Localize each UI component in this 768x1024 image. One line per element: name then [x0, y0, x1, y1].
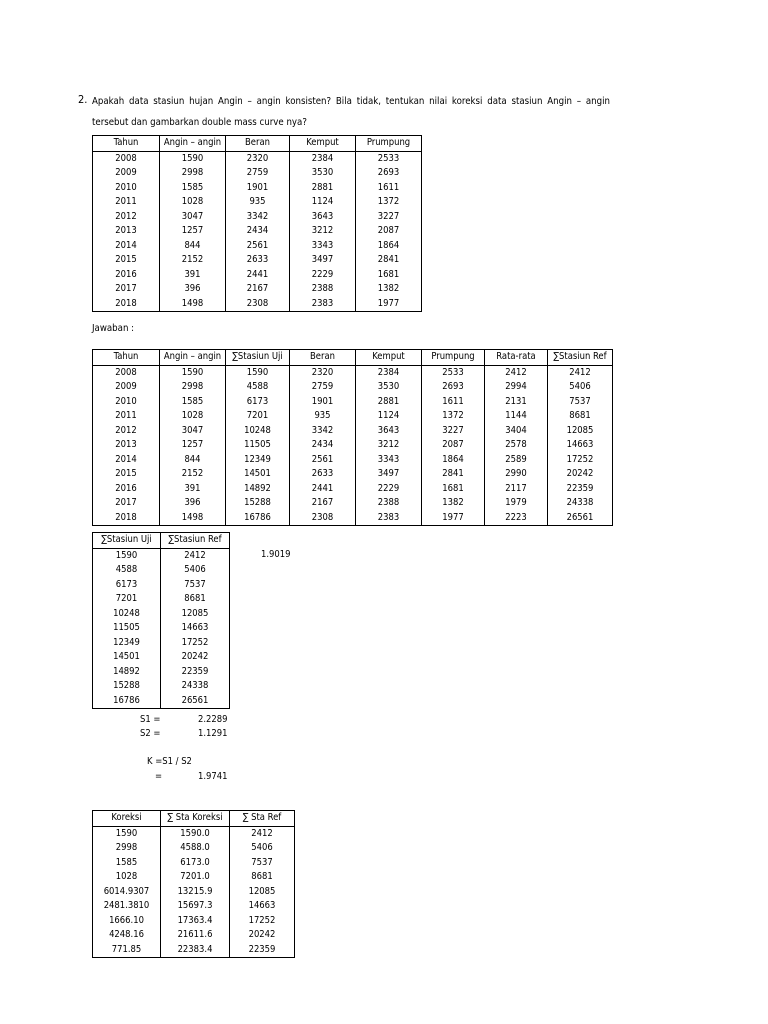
table-cell: 20242 [161, 650, 230, 665]
table-row [93, 885, 295, 900]
table-cell: 1124 [290, 195, 356, 210]
table-cell: 1590 [93, 548, 161, 563]
table-cell: 17252 [230, 914, 295, 929]
table-cell: 2759 [290, 380, 356, 395]
table-rainfall-data [92, 135, 422, 312]
table-correction [92, 810, 295, 958]
table-row [93, 467, 613, 482]
table-cell: 844 [160, 453, 226, 468]
table-cell: 3530 [290, 166, 356, 181]
table-cell: 2998 [160, 380, 226, 395]
table-row [93, 195, 422, 210]
table-cell: 2383 [356, 511, 422, 526]
table-cell: 4588.0 [161, 841, 230, 856]
slope-ratio-value: 1.9019 [261, 549, 291, 560]
table-cell: 935 [226, 195, 290, 210]
table-cell: 2011 [93, 409, 160, 424]
table-cell: 1590 [160, 365, 226, 380]
table-row [93, 297, 422, 312]
table-cell: 22359 [548, 482, 613, 497]
table-cell: 1681 [422, 482, 485, 497]
table-cell: 2015 [93, 253, 160, 268]
table-cell: 2881 [356, 395, 422, 410]
table-row [93, 151, 422, 166]
table-cell: 16786 [93, 694, 161, 709]
table-cell: 1257 [160, 224, 226, 239]
table-cell: 3227 [356, 210, 422, 225]
table-cell: 391 [160, 482, 226, 497]
table-cell: 1666.10 [93, 914, 161, 929]
table-cell: 5406 [161, 563, 230, 578]
table-cell: 22359 [161, 665, 230, 680]
table-cell: 2010 [93, 395, 160, 410]
question-number: 2. [78, 93, 88, 106]
table-cell: 6173 [226, 395, 290, 410]
table-cell: 3047 [160, 210, 226, 225]
table-cell: 7537 [548, 395, 613, 410]
table-row [93, 395, 613, 410]
table-cell: 2087 [422, 438, 485, 453]
table-cell: 2533 [422, 365, 485, 380]
table-cell: 1028 [93, 870, 161, 885]
column-header: Beran [226, 136, 290, 152]
table-cell: 1585 [93, 856, 161, 871]
s2-label: S2 = [140, 728, 161, 739]
table-cell: 8681 [230, 870, 295, 885]
table-header-row [93, 811, 295, 827]
table-cell: 2441 [290, 482, 356, 497]
k-value: 1.9741 [198, 771, 228, 782]
table-cell: 10248 [93, 607, 161, 622]
table-cell: 20242 [230, 928, 295, 943]
column-header: Kemput [290, 136, 356, 152]
table-cell: 14501 [93, 650, 161, 665]
table-row [93, 621, 230, 636]
table-cell: 3643 [290, 210, 356, 225]
table-cell: 2017 [93, 282, 160, 297]
column-header: Angin – angin [160, 136, 226, 152]
table-cell: 17252 [548, 453, 613, 468]
table-row [93, 496, 613, 511]
table-cell: 2152 [160, 253, 226, 268]
table-cell: 1028 [160, 409, 226, 424]
table-row [93, 282, 422, 297]
s2-value: 1.1291 [198, 728, 228, 739]
table-cell: 12349 [226, 453, 290, 468]
table-cell: 3530 [356, 380, 422, 395]
table-cell: 1382 [356, 282, 422, 297]
table-cell: 14663 [161, 621, 230, 636]
table-cell: 1901 [226, 181, 290, 196]
table-cell: 396 [160, 282, 226, 297]
table-cell: 2841 [356, 253, 422, 268]
table-cell: 15697.3 [161, 899, 230, 914]
table-cell: 2388 [356, 496, 422, 511]
column-header: Prumpung [422, 350, 485, 366]
table-cell: 2441 [226, 268, 290, 283]
table-cell: 2633 [226, 253, 290, 268]
table-header-row [93, 533, 230, 549]
column-header: Koreksi [93, 811, 161, 827]
table-cell: 1681 [356, 268, 422, 283]
table-cell: 844 [160, 239, 226, 254]
table-cell: 1498 [160, 511, 226, 526]
table-row [93, 253, 422, 268]
table-cell: 1382 [422, 496, 485, 511]
table-cell: 3212 [290, 224, 356, 239]
table-cell: 771.85 [93, 943, 161, 958]
table-cell: 4588 [93, 563, 161, 578]
table-row [93, 665, 230, 680]
table-cell: 10248 [226, 424, 290, 439]
table-cell: 1585 [160, 395, 226, 410]
table-cell: 2434 [226, 224, 290, 239]
table-cell: 396 [160, 496, 226, 511]
table-cell: 391 [160, 268, 226, 283]
table-cell: 2384 [356, 365, 422, 380]
table-cell: 1372 [356, 195, 422, 210]
table-cell: 1372 [422, 409, 485, 424]
table-cell: 7201 [93, 592, 161, 607]
table-cell: 2998 [93, 841, 161, 856]
table-cell: 2434 [290, 438, 356, 453]
column-header: Tahun [93, 350, 160, 366]
table-cell: 2018 [93, 297, 160, 312]
table-cell: 2012 [93, 210, 160, 225]
table-cell: 2016 [93, 268, 160, 283]
table-cell: 2010 [93, 181, 160, 196]
column-header: Beran [290, 350, 356, 366]
table-header-row [93, 350, 613, 366]
table-cell: 3343 [290, 239, 356, 254]
table-cell: 14892 [226, 482, 290, 497]
table-cell: 2009 [93, 166, 160, 181]
table-cell: 14663 [548, 438, 613, 453]
column-header: ∑Stasiun Uji [93, 533, 161, 549]
table-cell: 4588 [226, 380, 290, 395]
table-cell: 6173 [93, 578, 161, 593]
table-cell: 26561 [548, 511, 613, 526]
table-cell: 2016 [93, 482, 160, 497]
table-cell: 3404 [485, 424, 548, 439]
table-cell: 4248.16 [93, 928, 161, 943]
table-cell: 3497 [290, 253, 356, 268]
table-cell: 3643 [356, 424, 422, 439]
table-cell: 1611 [356, 181, 422, 196]
table-cell: 6014.9307 [93, 885, 161, 900]
table-cell: 2009 [93, 380, 160, 395]
table-cell: 3047 [160, 424, 226, 439]
table-cell: 2008 [93, 151, 160, 166]
table-cell: 2087 [356, 224, 422, 239]
table-cell: 3343 [356, 453, 422, 468]
table-cell: 2167 [290, 496, 356, 511]
table-cell: 2008 [93, 365, 160, 380]
table-cell: 2759 [226, 166, 290, 181]
table-cell: 21611.6 [161, 928, 230, 943]
table-cell: 12085 [161, 607, 230, 622]
table-cell: 2589 [485, 453, 548, 468]
table-row [93, 424, 613, 439]
table-row [93, 268, 422, 283]
question-text: Apakah data stasiun hujan Angin – angin konsisten? Bila tidak, tentukan nilai koreksi data stasiun Angin – angin tersebut dan gambarkan double mass curve nya? [92, 96, 610, 128]
column-header: Rata-rata [485, 350, 548, 366]
table-cell: 24338 [161, 679, 230, 694]
table-cell: 3497 [356, 467, 422, 482]
table-cell: 2561 [226, 239, 290, 254]
table-cell: 2320 [226, 151, 290, 166]
s1-label: S1 = [140, 714, 161, 725]
table-cell: 1144 [485, 409, 548, 424]
table-cell: 16786 [226, 511, 290, 526]
table-cell: 7537 [161, 578, 230, 593]
table-cell: 2994 [485, 380, 548, 395]
table-row [93, 856, 295, 871]
table-cell: 2167 [226, 282, 290, 297]
table-cell: 24338 [548, 496, 613, 511]
table-cell: 2014 [93, 239, 160, 254]
table-cell: 2308 [226, 297, 290, 312]
table-cell: 2412 [548, 365, 613, 380]
k-equals: = [155, 771, 163, 782]
table-cell: 2841 [422, 467, 485, 482]
table-cell: 1864 [422, 453, 485, 468]
table-row [93, 365, 613, 380]
table-cell: 2481.3810 [93, 899, 161, 914]
table-row [93, 578, 230, 593]
table-cell: 2561 [290, 453, 356, 468]
table-cell: 2013 [93, 438, 160, 453]
table-row [93, 841, 295, 856]
table-row [93, 694, 230, 709]
table-cell: 11505 [226, 438, 290, 453]
table-row [93, 548, 230, 563]
table-cell: 2229 [290, 268, 356, 283]
table-cell: 2578 [485, 438, 548, 453]
table-row [93, 166, 422, 181]
table-double-mass [92, 532, 230, 709]
table-row [93, 511, 613, 526]
table-cell: 5406 [548, 380, 613, 395]
table-cell: 935 [290, 409, 356, 424]
k-formula: K =S1 / S2 [147, 756, 192, 767]
table-cell: 14892 [93, 665, 161, 680]
table-cell: 12085 [230, 885, 295, 900]
column-header: ∑Stasiun Ref [548, 350, 613, 366]
table-cell: 2320 [290, 365, 356, 380]
table-cell: 7537 [230, 856, 295, 871]
table-row [93, 563, 230, 578]
table-cell: 2412 [230, 826, 295, 841]
table-cell: 1977 [422, 511, 485, 526]
table-cell: 2011 [93, 195, 160, 210]
table-cell: 1977 [356, 297, 422, 312]
table-cell: 1585 [160, 181, 226, 196]
table-cell: 2998 [160, 166, 226, 181]
table-row [93, 679, 230, 694]
table-row [93, 224, 422, 239]
table-cell: 15288 [93, 679, 161, 694]
table-cell: 2013 [93, 224, 160, 239]
column-header: ∑ Sta Ref [230, 811, 295, 827]
table-cell: 17363.4 [161, 914, 230, 929]
column-header: Kemput [356, 350, 422, 366]
table-cell: 15288 [226, 496, 290, 511]
table-cell: 26561 [161, 694, 230, 709]
table-cell: 1590 [160, 151, 226, 166]
table-cell: 1901 [290, 395, 356, 410]
table-cell: 7201 [226, 409, 290, 424]
table-cell: 1590.0 [161, 826, 230, 841]
table-row [93, 943, 295, 958]
table-cell: 7201.0 [161, 870, 230, 885]
table-cell: 3227 [422, 424, 485, 439]
table-cell: 13215.9 [161, 885, 230, 900]
table-cell: 2384 [290, 151, 356, 166]
column-header: ∑Stasiun Uji [226, 350, 290, 366]
table-cell: 2533 [356, 151, 422, 166]
table-row [93, 592, 230, 607]
table-cell: 2223 [485, 511, 548, 526]
table-cell: 8681 [548, 409, 613, 424]
table-cell: 1590 [226, 365, 290, 380]
table-cell: 22383.4 [161, 943, 230, 958]
table-row [93, 210, 422, 225]
table-row [93, 607, 230, 622]
table-cell: 2633 [290, 467, 356, 482]
table-cell: 2412 [161, 548, 230, 563]
s1-value: 2.2289 [198, 714, 228, 725]
table-row [93, 438, 613, 453]
table-cell: 2412 [485, 365, 548, 380]
table-cell: 8681 [161, 592, 230, 607]
table-cell: 2383 [290, 297, 356, 312]
table-cell: 2693 [356, 166, 422, 181]
table-cell: 1979 [485, 496, 548, 511]
table-cell: 1028 [160, 195, 226, 210]
column-header: Angin – angin [160, 350, 226, 366]
table-row [93, 181, 422, 196]
table-cell: 2229 [356, 482, 422, 497]
table-row [93, 826, 295, 841]
table-cell: 11505 [93, 621, 161, 636]
table-header-row [93, 136, 422, 152]
table-row [93, 928, 295, 943]
table-cell: 6173.0 [161, 856, 230, 871]
table-row [93, 380, 613, 395]
table-row [93, 899, 295, 914]
column-header: ∑ Sta Koreksi [161, 811, 230, 827]
table-row [93, 239, 422, 254]
table-cell: 12349 [93, 636, 161, 651]
table-cell: 2308 [290, 511, 356, 526]
table-cell: 3342 [290, 424, 356, 439]
table-cell: 2018 [93, 511, 160, 526]
column-header: ∑Stasiun Ref [161, 533, 230, 549]
table-row [93, 453, 613, 468]
table-cell: 2990 [485, 467, 548, 482]
table-cell: 1257 [160, 438, 226, 453]
table-cell: 2388 [290, 282, 356, 297]
table-cell: 2117 [485, 482, 548, 497]
table-row [93, 409, 613, 424]
table-row [93, 650, 230, 665]
table-cell: 2881 [290, 181, 356, 196]
table-cell: 20242 [548, 467, 613, 482]
column-header: Prumpung [356, 136, 422, 152]
table-cumulative-data [92, 349, 613, 526]
table-cell: 1864 [356, 239, 422, 254]
table-cell: 1611 [422, 395, 485, 410]
table-cell: 17252 [161, 636, 230, 651]
table-cell: 2012 [93, 424, 160, 439]
table-cell: 3342 [226, 210, 290, 225]
table-cell: 5406 [230, 841, 295, 856]
table-cell: 1498 [160, 297, 226, 312]
table-cell: 2131 [485, 395, 548, 410]
table-row [93, 482, 613, 497]
table-cell: 2015 [93, 467, 160, 482]
table-cell: 2017 [93, 496, 160, 511]
table-cell: 14501 [226, 467, 290, 482]
table-cell: 2693 [422, 380, 485, 395]
table-cell: 3212 [356, 438, 422, 453]
table-cell: 22359 [230, 943, 295, 958]
table-cell: 2152 [160, 467, 226, 482]
table-row [93, 914, 295, 929]
table-cell: 1124 [356, 409, 422, 424]
table-cell: 12085 [548, 424, 613, 439]
table-cell: 1590 [93, 826, 161, 841]
table-row [93, 870, 295, 885]
table-row [93, 636, 230, 651]
table-cell: 2014 [93, 453, 160, 468]
column-header: Tahun [93, 136, 160, 152]
table-cell: 14663 [230, 899, 295, 914]
answer-label: Jawaban : [92, 323, 135, 334]
